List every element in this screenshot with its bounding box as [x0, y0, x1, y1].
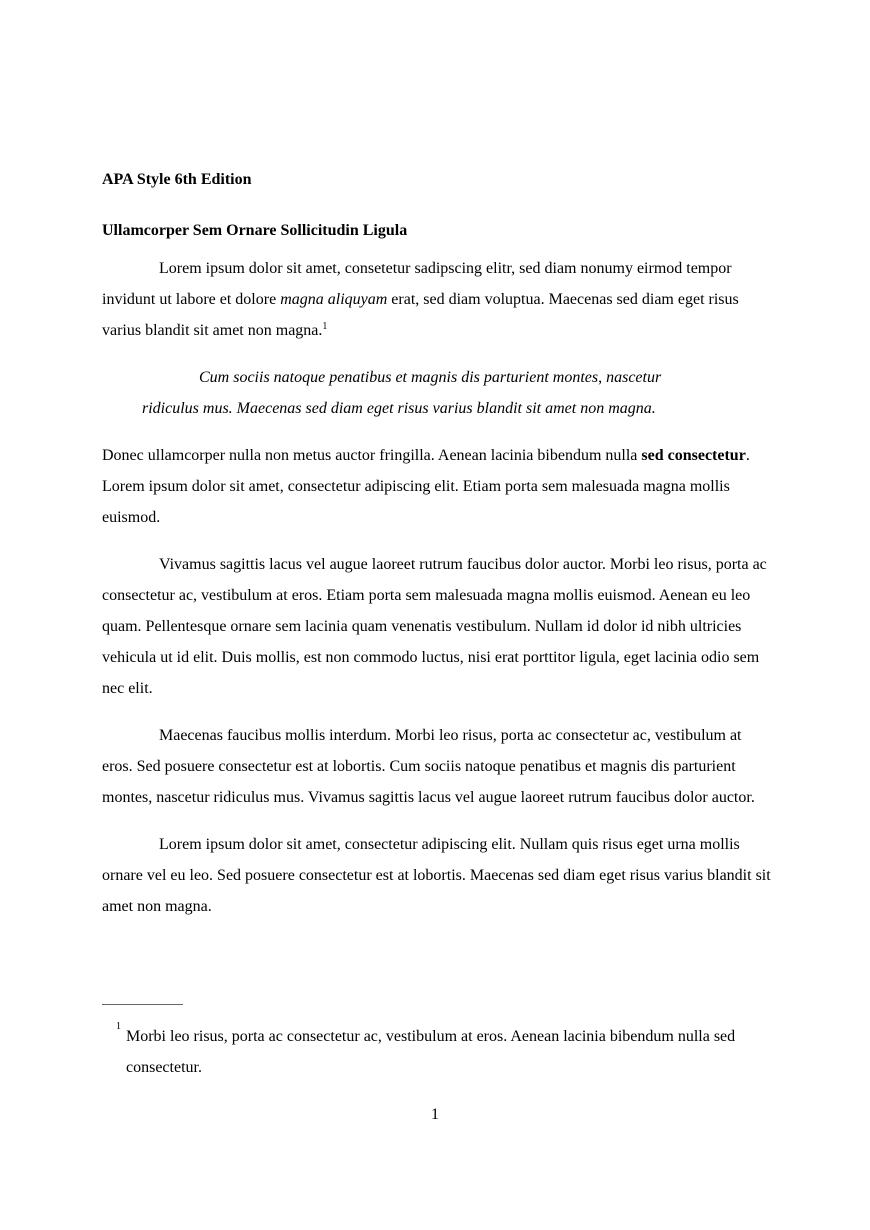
footnote-text: Morbi leo risus, porta ac consectetur ac, vestibulum at eros. Aenean lacinia bibendum nulla sed consectetur. [126, 1028, 736, 1076]
document-body [102, 166, 772, 938]
paragraph-4: Maecenas faucibus mollis interdum. Morbi leo risus, porta ac consectetur ac, vestibulum at eros. Sed posuere consectetur est at lobortis. Cum sociis natoque penatibus et magnis dis parturient montes, nascetur ridiculus mus. Vivamus sagittis lacus vel augue laoreet rutrum faucibus dolor auctor. [102, 727, 755, 806]
paragraph-5: Lorem ipsum dolor sit amet, consectetur adipiscing elit. Nullam quis risus eget urna mollis ornare vel eu leo. Sed posuere consectetur est at lobortis. Maecenas sed diam eget risus varius blandit sit amet non magna. [102, 836, 771, 915]
page-number: 1 [431, 1106, 439, 1123]
paragraph-2-bold: sed consectetur [641, 447, 746, 464]
paragraph-2 [102, 440, 772, 533]
block-quote: Cum sociis natoque penatibus et magnis dis parturient montes, nascetur ridiculus mus. Maecenas sed diam eget risus varius blandit sit amet non magna. [142, 369, 662, 417]
paragraph-2-text-b: . Lorem ipsum dolor sit amet, consectetur adipiscing elit. Etiam porta sem malesuada magna mollis euismod. [102, 447, 750, 526]
paragraph-3: Vivamus sagittis lacus vel augue laoreet rutrum faucibus dolor auctor. Morbi leo risus, porta ac consectetur ac, vestibulum at eros. Etiam porta sem malesuada magna mollis euismod. Aenean eu leo quam. Pellentesque ornare sem lacinia quam venenatis vestibulum. Nullam id dolor id nibh ultricies vehicula ut id elit. Duis mollis, est non commodo luctus, nisi erat porttitor ligula, eget lacinia odio sem nec elit. [102, 556, 767, 697]
paragraph-1-text-b: erat, sed diam voluptua. Maecenas sed diam eget risus varius blandit sit amet non magna. [102, 291, 739, 339]
paragraph-1 [102, 253, 772, 346]
running-head: APA Style 6th Edition [102, 171, 252, 188]
paragraph-1-italic: magna aliquyam [280, 291, 388, 308]
paragraph-2-text-a: Donec ullamcorper nulla non metus auctor fringilla. Aenean lacinia bibendum nulla [102, 447, 642, 464]
footnote-separator [102, 1004, 183, 1005]
footnote-mark: 1 [116, 1021, 121, 1032]
paragraph-1-text-a: Lorem ipsum dolor sit amet, consetetur sadipscing elitr, sed diam nonumy eirmod tempor invidunt ut labore et dolore [102, 260, 732, 308]
footnote [116, 1021, 766, 1083]
section-heading: Ullamcorper Sem Ornare Sollicitudin Ligula [102, 222, 408, 239]
footnote-reference[interactable]: 1 [322, 321, 328, 332]
